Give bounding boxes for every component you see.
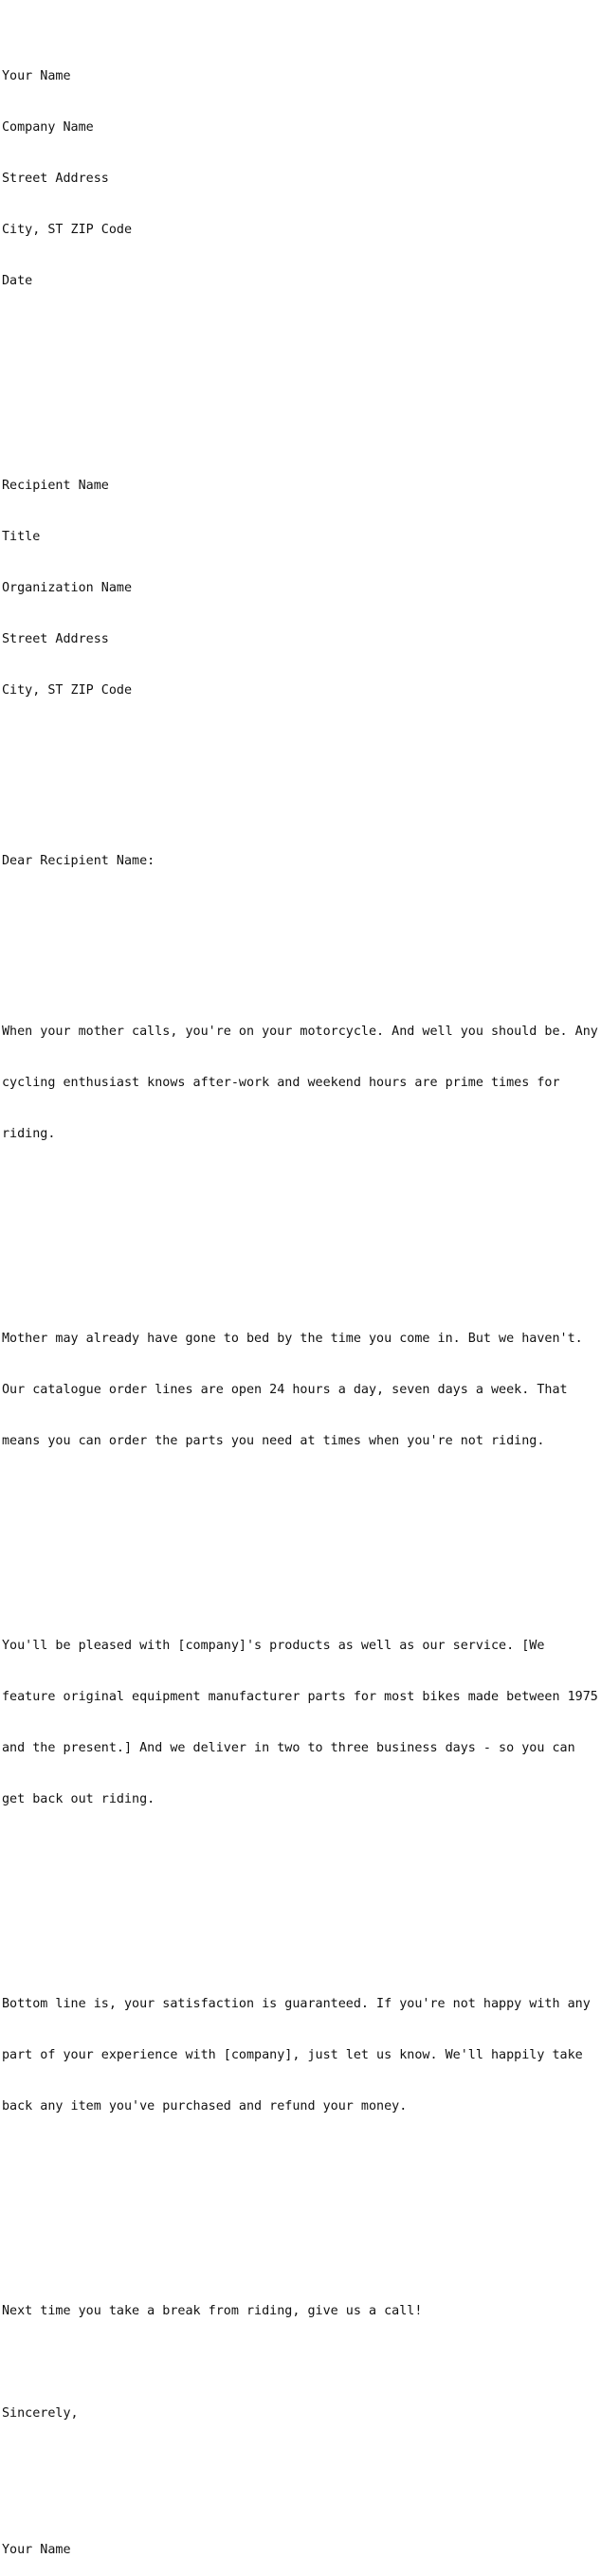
paragraph-line: riding. xyxy=(2,1127,56,1141)
sender-name: Your Name xyxy=(2,69,71,83)
paragraph-line: feature original equipment manufacturer parts for most bikes made between 1975 xyxy=(2,1690,598,1704)
sender-street: Street Address xyxy=(2,172,109,186)
salutation: Dear Recipient Name: xyxy=(2,854,155,868)
paragraph-line: get back out riding. xyxy=(2,1792,155,1806)
body-paragraph-1 xyxy=(2,989,601,1177)
paragraph-line: cycling enthusiast knows after-work and weekend hours are prime times for xyxy=(2,1076,560,1090)
spacer xyxy=(2,1894,601,1911)
paragraph-line: Our catalogue order lines are open 24 hours a day, seven days a week. That xyxy=(2,1383,568,1397)
paragraph-line: When your mother calls, you're on your motorcycle. And well you should be. Any xyxy=(2,1025,598,1039)
paragraph-line: Mother may already have gone to bed by the time you come in. But we haven't. xyxy=(2,1332,583,1346)
paragraph-line: part of your experience with [company], just let us know. We'll happily take xyxy=(2,2048,583,2062)
spacer xyxy=(2,785,601,802)
body-paragraph-2 xyxy=(2,1297,601,1484)
paragraph-line: means you can order the parts you need at times when you're not riding. xyxy=(2,1434,545,1448)
paragraph-line: Bottom line is, your satisfaction is guaranteed. If you're not happy with any xyxy=(2,1997,591,2011)
letter-date: Date xyxy=(2,274,33,288)
sender-company: Company Name xyxy=(2,120,94,135)
spacer xyxy=(2,1228,601,1245)
recipient-organization: Organization Name xyxy=(2,581,133,595)
spacer xyxy=(2,375,601,392)
signature-name: Your Name xyxy=(2,2543,71,2557)
body-paragraph-5 xyxy=(2,2269,601,2354)
paragraph-line: back any item you've purchased and refund your money. xyxy=(2,2099,408,2113)
paragraph-line: and the present.] And we deliver in two to three business days - so you can xyxy=(2,1741,575,1755)
recipient-street: Street Address xyxy=(2,632,109,646)
sender-city-state-zip: City, ST ZIP Code xyxy=(2,223,133,237)
recipient-title: Title xyxy=(2,530,41,544)
recipient-city-state-zip: City, ST ZIP Code xyxy=(2,683,133,698)
body-paragraph-4 xyxy=(2,1962,601,2150)
closing: Sincerely, xyxy=(2,2406,79,2421)
spacer xyxy=(2,2474,601,2491)
spacer xyxy=(2,1535,601,1552)
recipient-name: Recipient Name xyxy=(2,479,109,493)
recipient-block xyxy=(2,444,601,734)
paragraph-line: Next time you take a break from riding, give us a call! xyxy=(2,2304,423,2318)
spacer xyxy=(2,921,601,938)
paragraph-line: You'll be pleased with [company]'s products as well as our service. [We xyxy=(2,1639,545,1653)
spacer xyxy=(2,2201,601,2218)
sender-block xyxy=(2,34,601,324)
body-paragraph-3 xyxy=(2,1604,601,1842)
